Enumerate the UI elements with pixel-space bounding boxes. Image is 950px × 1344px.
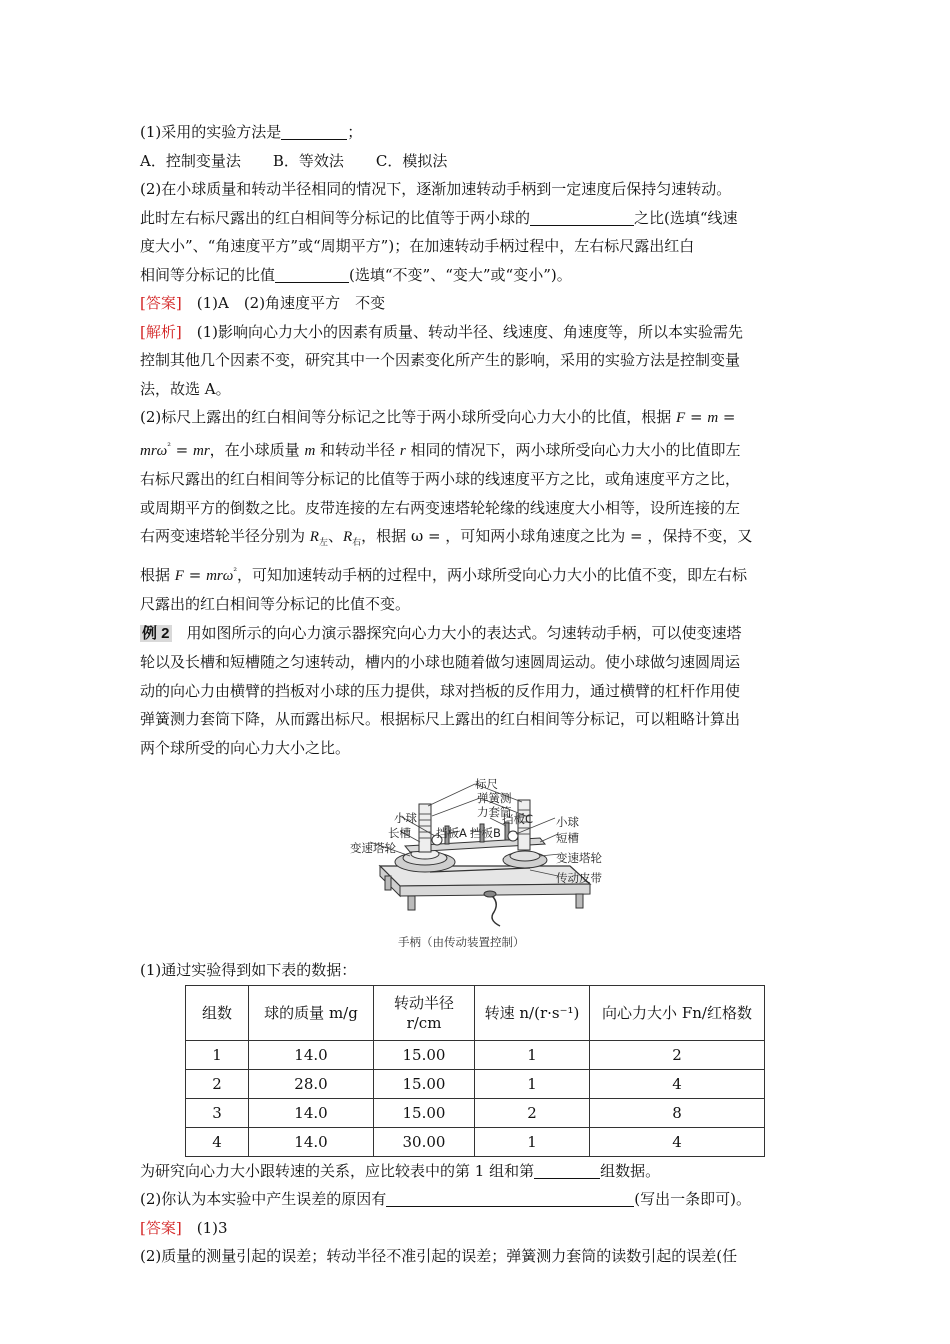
table-header-cell: 球的质量 m/g [249,985,374,1040]
figure-label-sleeve: 力套筒 [477,805,512,819]
answer-tag: [答案] [140,1218,182,1237]
analysis-line-10: 尺露出的红白相间等分标记的比值不变。 [140,595,411,613]
table-header-cell: 组数 [186,985,249,1040]
analysis-line-3: 法，故选 A。 [140,379,231,398]
figure-label-ball-left: 小球 [394,811,417,825]
answer-blank[interactable] [281,122,347,140]
example-2-line-3: 动的向心力由横臂的挡板对小球的压力提供，球对挡板的反作用力，通过横臂的杠杆作用使 [140,681,741,700]
figure-label-pulley-left: 变速塔轮 [350,841,396,855]
analysis-line-2: 控制其他几个因素不变，研究其中一个因素变化所产生的影响，采用的实验方法是控制变量 [140,351,741,369]
analysis-line-8: 右两变速塔轮半径分别为 $R_左$、$R_右$，根据 ω = ，可知两小球角速度之比为 = ，保持不变，又 [140,527,753,548]
figure-label-belt: 传动皮带 [556,871,602,885]
figure-caption: 手柄（由传动装置控制） [398,935,525,949]
figure-label-baffle-b: 挡板B [470,826,501,840]
table-intro: (1)通过实验得到如下表的数据： [140,961,357,979]
question-1: (1)采用的实验方法是 ； [140,123,363,141]
table-header-cell: 转速 n/(r·s⁻¹) [475,985,590,1040]
figure-label-pulley-right: 变速塔轮 [556,851,602,865]
figure-label-baffle-c: 挡板C [502,812,534,826]
example-tag: 例 2 [142,624,170,642]
figure-label-scale: 标尺 [475,777,498,791]
analysis-line-7: 或周期平方的倒数之比。皮带连接的左右两变速塔轮轮缘的线速度大小相等，设所连接的左 [140,498,741,517]
data-table [185,985,765,1157]
question-2b: (2)你认为本实验中产生误差的原因有 (写出一条即可)。 [140,1190,751,1208]
answer-blank[interactable] [275,265,349,283]
figure-label-spring: 弹簧测 [477,791,512,805]
question-2-line-2: 此时左右标尺露出的红白相间等分标记的比值等于两小球的 之比(选填“线速 [140,208,738,227]
figure-label-long-groove: 长槽 [388,826,411,840]
analysis-tag: [解析] [140,322,182,341]
table-row: 1 14.0 15.00 1 2 [186,1040,765,1069]
analysis-line-9: 根据 F = mrω$^{^2}$，可知加速转动手柄的过程中，两小球所受向心力大小的比值不变，即左右标 [140,565,747,584]
analysis-line-1: [解析] (1)影响向心力大小的因素有质量、转动半径、线速度、角速度等，所以本实验需先 [140,322,743,341]
analysis-line-5: mrω$^{^2}$ = mr，在小球质量 m 和转动半径 r 相同的情况下，两小球所受向心力大小的比值即左 [140,440,741,459]
after-table-question: 为研究向心力大小跟转速的关系，应比较表中的第 1 组和第 组数据。 [140,1161,661,1180]
answer-blank[interactable] [386,1189,634,1207]
question-2-line-3: 度大小”、“角速度平方”或“周期平方”)；在加速转动手柄过程中，左右标尺露出红白 [140,237,695,255]
figure-label-short-groove: 短槽 [556,831,579,845]
figure-label-baffle-a: 挡板A [436,826,467,840]
table-header-cell: 向心力大小 Fn/红格数 [590,985,765,1040]
answer-1: [答案] (1)A (2)角速度平方 不变 [140,294,386,312]
answer-2: [答案] (1)3 [140,1218,228,1237]
document-page [140,118,812,1271]
answer-blank[interactable] [534,1161,600,1179]
answer-blank[interactable] [530,208,634,226]
example-2-line-2: 轮以及长槽和短槽随之匀速转动，槽内的小球也随着做匀速圆周运动。使小球做匀速圆周运 [140,653,741,671]
question-1-options: A．控制变量法 B．等效法 C．模拟法 [140,151,448,170]
example-2-line-4: 弹簧测力套筒下降，从而露出标尺。根据标尺上露出的红白相间等分标记，可以粗略计算出 [140,710,741,728]
table-row: 2 28.0 15.00 1 4 [186,1069,765,1098]
question-2-line-4: 相间等分标记的比值 (选填“不变”、“变大”或“变小”)。 [140,265,572,284]
analysis-line-4: (2)标尺上露出的红白相间等分标记之比等于两小球所受向心力大小的比值，根据 F = m = [140,408,736,426]
analysis-line-6: 右标尺露出的红白相间等分标记的比值等于两小球的线速度平方之比，或角速度平方之比， [140,470,741,488]
figure-label-ball-right: 小球 [556,815,579,829]
example-2-line-1: 例 2 用如图所示的向心力演示器探究向心力大小的表达式。匀速转动手柄，可以使变速塔 [142,623,742,642]
table-header-row [186,985,765,1040]
answer-tag: [答案] [140,294,182,312]
table-header-cell: 转动半径 r/cm [374,985,475,1040]
answer-2-line-2: (2)质量的测量引起的误差；转动半径不准引起的误差；弹簧测力套筒的读数引起的误差(任 [140,1247,738,1265]
table-row: 4 14.0 30.00 1 4 [186,1127,765,1156]
question-2-line-1: (2)在小球质量和转动半径相同的情况下，逐渐加速转动手柄到一定速度后保持匀速转动。 [140,180,732,198]
table-row: 3 14.0 15.00 2 8 [186,1098,765,1127]
apparatus-figure [140,776,812,956]
example-2-line-5: 两个球所受的向心力大小之比。 [140,738,351,757]
